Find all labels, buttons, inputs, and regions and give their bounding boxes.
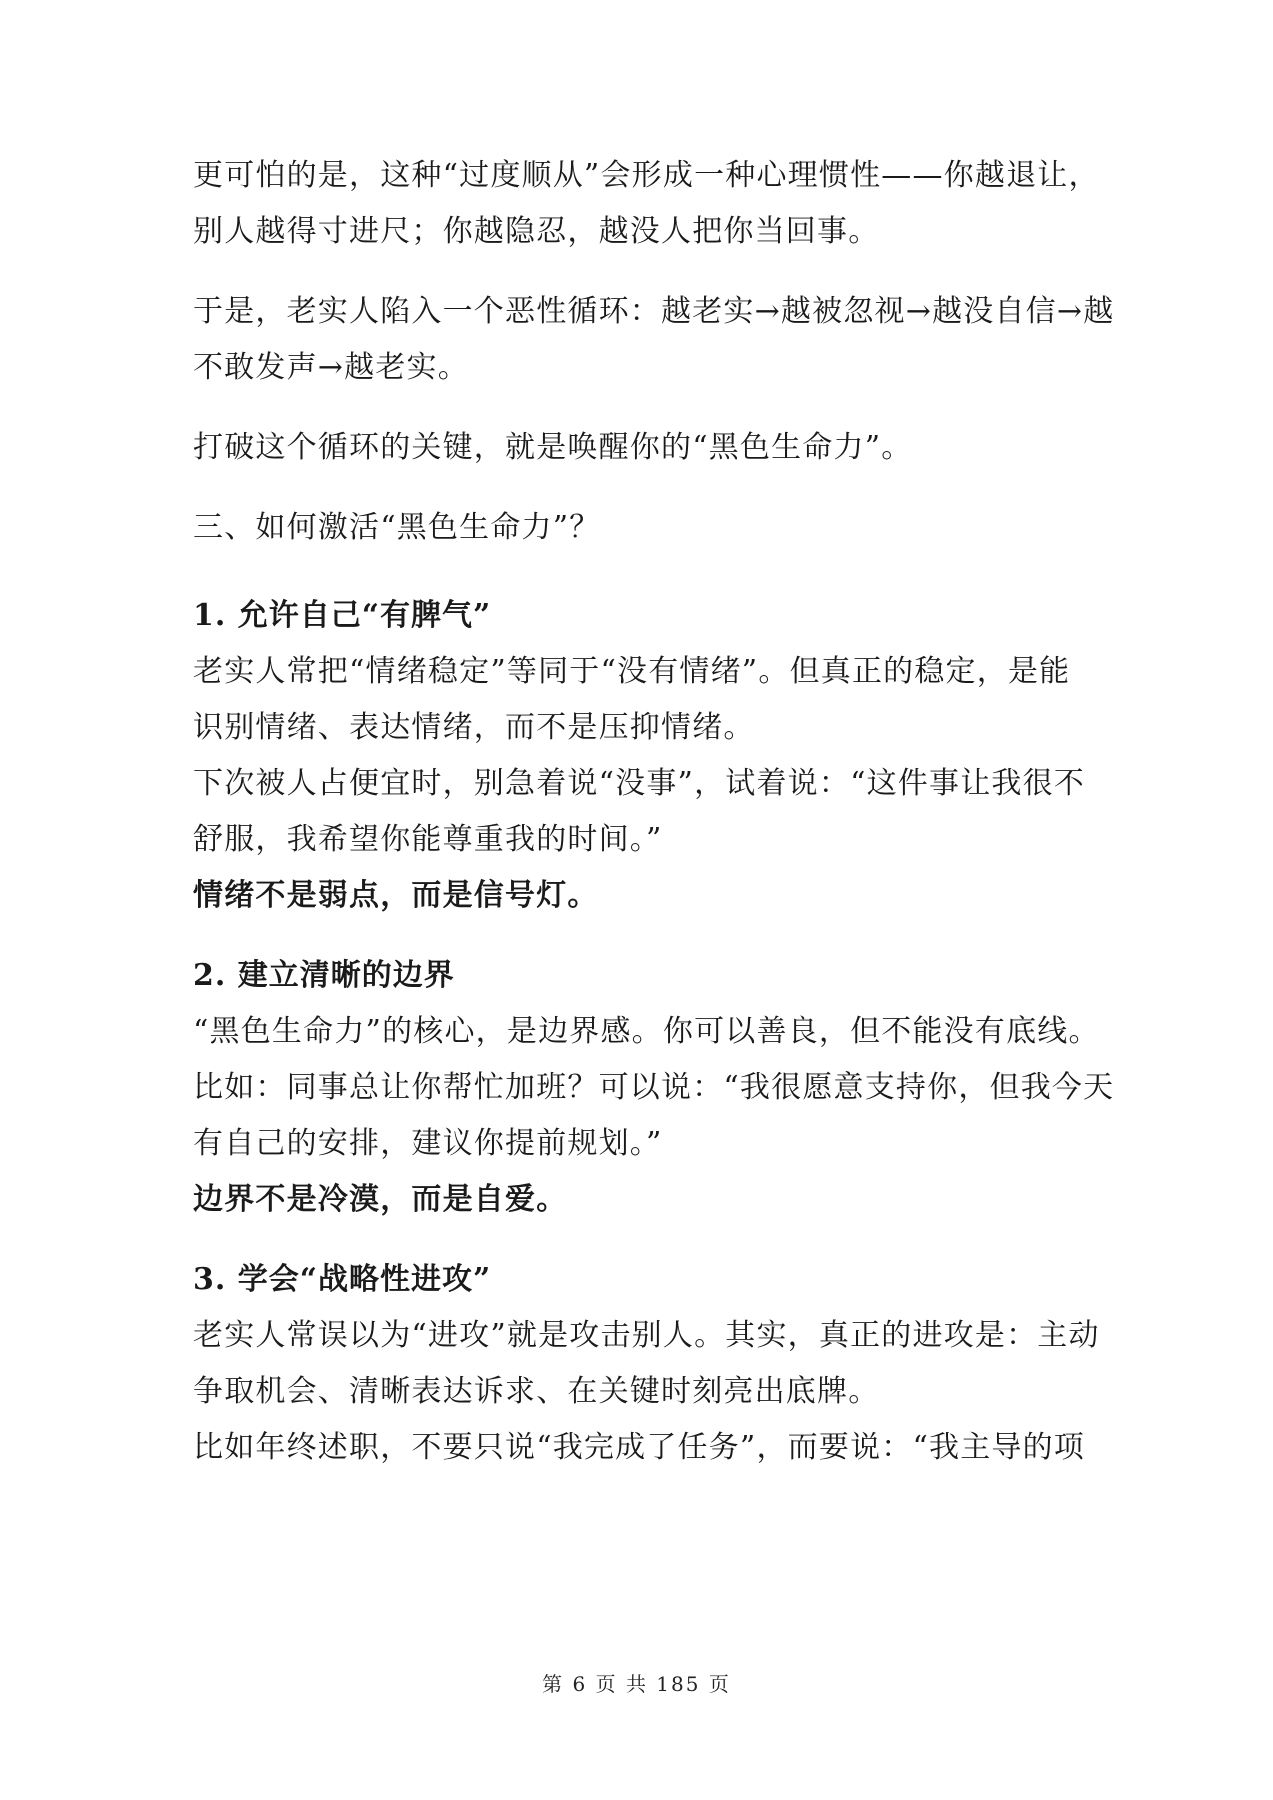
text-line: 识别情绪、表达情绪，而不是压抑情绪。	[193, 710, 755, 745]
text-line: 打破这个循环的关键，就是唤醒你的“黑色生命力”。	[193, 430, 913, 465]
emphasis-line: 边界不是冷漠，而是自爱。	[193, 1182, 568, 1217]
page-content	[193, 148, 1115, 1476]
paragraph-2	[193, 284, 1115, 396]
text-line: 于是，老实人陷入一个恶性循环：越老实→越被忽视→越没自信→越	[193, 294, 1115, 329]
text-line: 舒服，我希望你能尊重我的时间。”	[193, 822, 663, 857]
subsection-2	[193, 948, 1115, 1228]
text-line: 更可怕的是，这种“过度顺从”会形成一种心理惯性——你越退让，	[193, 158, 1100, 193]
text-line: 争取机会、清晰表达诉求、在关键时刻亮出底牌。	[193, 1374, 880, 1409]
paragraph-1	[193, 148, 1100, 260]
text-line: 比如年终述职，不要只说“我完成了任务”，而要说：“我主导的项	[193, 1430, 1086, 1465]
subsection-heading: 3. 学会“战略性进攻”	[193, 1262, 492, 1297]
subsection-heading: 2. 建立清晰的边界	[193, 958, 455, 993]
subsection-3	[193, 1252, 1100, 1476]
paragraph-3	[193, 420, 1093, 476]
text-line: “黑色生命力”的核心，是边界感。你可以善良，但不能没有底线。	[193, 1014, 1100, 1049]
section-title-block	[193, 500, 1093, 556]
text-line: 有自己的安排，建议你提前规划。”	[193, 1126, 663, 1161]
text-line: 老实人常把“情绪稳定”等同于“没有情绪”。但真正的稳定，是能	[193, 654, 1071, 689]
text-line: 别人越得寸进尺；你越隐忍，越没人把你当回事。	[193, 214, 880, 249]
subsection-1	[193, 588, 1093, 924]
text-line: 老实人常误以为“进攻”就是攻击别人。其实，真正的进攻是：主动	[193, 1318, 1100, 1353]
text-line: 比如：同事总让你帮忙加班？可以说：“我很愿意支持你，但我今天	[193, 1070, 1115, 1105]
subsection-heading: 1. 允许自己“有脾气”	[193, 598, 492, 633]
text-line: 不敢发声→越老实。	[193, 350, 469, 385]
section-title: 三、如何激活“黑色生命力”？	[193, 510, 601, 545]
emphasis-line: 情绪不是弱点，而是信号灯。	[193, 878, 599, 913]
page-footer: 第 6 页 共 185 页	[542, 1672, 731, 1696]
text-line: 下次被人占便宜时，别急着说“没事”，试着说：“这件事让我很不	[193, 766, 1086, 801]
